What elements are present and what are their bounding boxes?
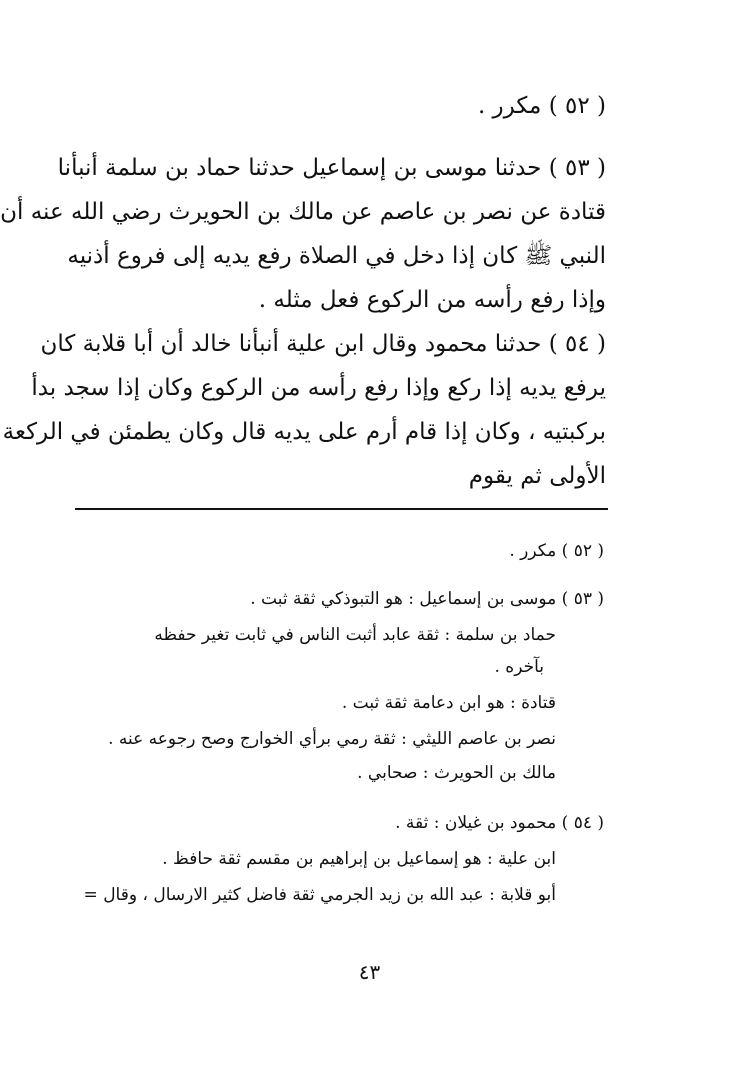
- footnote-line: ابن علية : هو إسماعيل بن إبراهيم بن مقسم ثقة حافظ .: [162, 849, 556, 869]
- footnote-line: حماد بن سلمة : ثقة عابد أثبت الناس في ثابت تغير حفظه: [154, 625, 556, 645]
- footnote-line: ( ٥٤ ) محمود بن غيلان : ثقة .: [395, 813, 604, 833]
- footnote-line: مالك بن الحويرث : صحابي .: [357, 763, 556, 783]
- footnote-line: قتادة : هو ابن دعامة ثقة ثبت .: [341, 693, 556, 713]
- text-line: ( ٥٣ ) حدثنا موسى بن إسماعيل حدثنا حماد بن سلمة أنبأنا: [57, 155, 606, 181]
- footnote-line: أبو قلابة : عبد الله بن زيد الجرمي ثقة فاضل كثير الارسال ، وقال =: [83, 885, 556, 905]
- paragraph-53: [0, 146, 606, 322]
- paragraph-52: [127, 84, 606, 128]
- footnote-divider: [75, 508, 608, 510]
- paragraph-54: [2, 322, 606, 498]
- text-line: وإذا رفع رأسه من الركوع فعل مثله .: [258, 287, 606, 313]
- text-line: بركبتيه ، وكان إذا قام أرم على يديه قال وكان يطمئن في الركعة: [2, 419, 606, 445]
- text-line: الأولى ثم يقوم: [468, 463, 606, 489]
- footnote-line: ( ٥٣ ) موسى بن إسماعيل : هو التبوذكي ثقة ثبت .: [250, 589, 604, 609]
- footnote-line: بآخره .: [494, 657, 544, 677]
- text-line: ( ٥٤ ) حدثنا محمود وقال ابن علية أنبأنا خالد أن أبا قلابة كان: [40, 331, 606, 357]
- text-line: النبي ﷺ كان إذا دخل في الصلاة رفع يديه إلى فروع أذنيه: [67, 243, 606, 269]
- text-line: يرفع يديه إذا ركع وإذا رفع رأسه من الركوع وكان إذا سجد بدأ: [31, 375, 606, 401]
- footnote-line: نصر بن عاصم الليثي : ثقة رمي برأي الخوارج وصح رجوعه عنه .: [108, 729, 556, 749]
- text-line: ( ٥٢ ) مكرر .: [477, 93, 606, 119]
- text-line: قتادة عن نصر بن عاصم عن مالك بن الحويرث رضي الله عنه أن: [0, 199, 606, 225]
- page-number: ٤٣: [358, 960, 381, 984]
- footnote-line: ( ٥٢ ) مكرر .: [509, 541, 604, 561]
